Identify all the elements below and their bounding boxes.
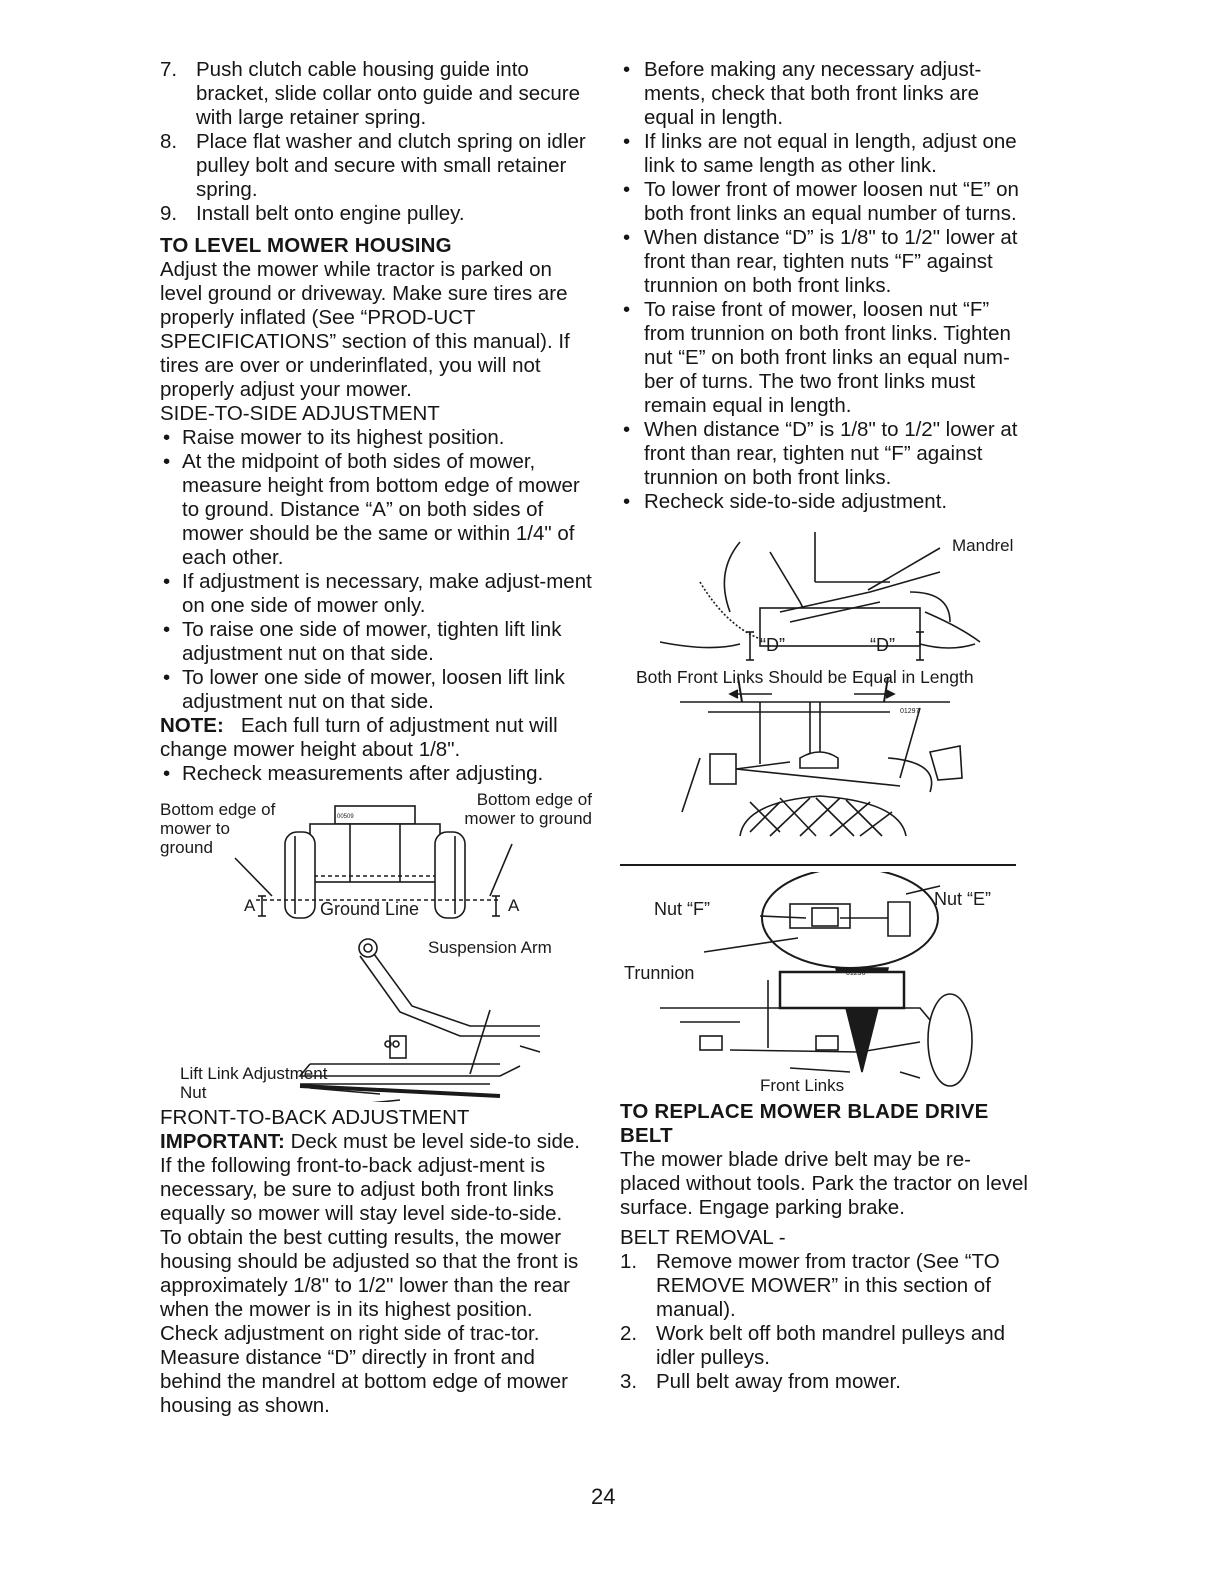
mandrel-diagram [620,532,1030,864]
mandrel-label: Mandrel [952,536,1014,555]
note-label: NOTE: [160,714,224,737]
list-item: 7. Push clutch cable housing guide into bracket, slide collar onto guide and secure with large retainer spring. [160,58,581,129]
front-links-label: Front Links [760,1076,845,1095]
list-item: 8. Place flat washer and clutch spring on idler pulley bolt and secure with small retainer spring. [160,130,586,201]
list-item: • Recheck side-to-side adjustment. [620,490,1030,514]
list-item: 1. Remove mower from tractor (See “TO REMOVE MOWER” in this section of manual). [620,1250,1000,1321]
fig1-right-label: Bottom edge of mower to ground [464,790,592,828]
fig4-part-number: 01296 [846,970,866,977]
mandrel-figure [620,532,1030,864]
suspension-arm-figure [160,926,592,1102]
check-adjustment-text: Check adjustment on right side of trac-tor. Measure distance “D” directly in front and behind the mandrel at bottom edge of mower housing as shown. [160,1322,568,1417]
list-item: • Before making any necessary adjust-ments, check that both front links are equal in length. [620,58,1030,130]
page-number: 24 [591,1484,616,1509]
list-item: • To raise front of mower, loosen nut “F” from trunnion on both front links. Tighten nut “E” on both front links an equal num-ber of turns. The two front links must remain equal in length. [620,298,1030,418]
replace-belt-heading: TO REPLACE MOWER BLADE DRIVE BELT [620,1100,989,1147]
list-item: 3. Pull belt away from mower. [620,1370,901,1393]
front-link-steps [620,58,1030,514]
front-links-caption: Both Front Links Should be Equal in Length [636,667,974,687]
left-column [160,58,592,1418]
best-results-text: To obtain the best cutting results, the mower housing should be adjusted so that the front is approximately 1/8" to 1/2" lower than the rear when the mower is in its highest position. [160,1226,579,1321]
list-item: • At the midpoint of both sides of mower, measure height from bottom edge of mower to ground. Distance “A” on both sides of mower should be the same or within 1/4" of each other. [160,450,592,570]
list-item: 9. Install belt onto engine pulley. [160,202,465,225]
front-to-back-heading: FRONT-TO-BACK ADJUSTMENT [160,1106,470,1129]
nut-e-label: Nut “E” [934,889,992,909]
ground-line-label: Ground Line [320,899,420,919]
distance-a-left: A [244,896,256,915]
nut-f-label: Nut “F” [654,899,710,919]
recheck-list [160,762,592,786]
side-to-side-heading: SIDE-TO-SIDE ADJUSTMENT [160,402,440,425]
distance-d-right: “D” [870,635,895,655]
list-item: • When distance “D” is 1/8" to 1/2" lower at front than rear, tighten nut “F” against trunnion on both front links. [620,418,1030,490]
level-intro: Adjust the mower while tractor is parked on level ground or driveway. Make sure tires are properly inflated (See “PROD-UCT SPECIFICATIONS” section of this manual). If tires are over or underinflated, you will not properly adjust your mower. [160,258,570,401]
list-item: • If links are not equal in length, adjust one link to same length as other link. [620,130,1030,178]
list-item: • To lower front of mower loosen nut “E” on both front links an equal number of turns. [620,178,1030,226]
ground-line-figure [160,790,592,922]
side-to-side-steps [160,426,592,714]
figure-divider [620,864,1016,866]
note: NOTE: Each full turn of adjustment nut will change mower height about 1/8". [160,714,558,761]
distance-a-right: A [508,896,520,915]
install-steps [160,58,592,226]
belt-removal-steps [620,1250,1030,1394]
distance-d-left: “D” [760,635,785,655]
important-note: IMPORTANT: Deck must be level side-to side. If the following front-to-back adjust-ment is necessary, be sure to adjust both front links equally so mower will stay level side-to-side. [160,1130,580,1225]
important-label: IMPORTANT: [160,1130,285,1153]
list-item: • To lower one side of mower, loosen lift link adjustment nut on that side. [160,666,592,714]
fig3-part-number: 01297 [900,708,920,715]
list-item: • To raise one side of mower, tighten lift link adjustment nut on that side. [160,618,592,666]
list-item: • When distance “D” is 1/8" to 1/2" lower at front than rear, tighten nuts “F” against trunnion on both front links. [620,226,1030,298]
front-links-figure [620,872,1030,1094]
right-column [620,58,1030,1394]
list-item: • Recheck measurements after adjusting. [160,762,592,786]
belt-removal-heading: BELT REMOVAL - [620,1226,786,1249]
trunnion-label: Trunnion [624,963,695,983]
fig1-left-label: Bottom edge of mower to ground [160,800,276,857]
suspension-arm-label: Suspension Arm [428,938,552,957]
level-mower-heading: TO LEVEL MOWER HOUSING [160,234,452,257]
lift-link-label: Lift Link Adjustment Nut [180,1064,328,1102]
list-item: • If adjustment is necessary, make adjust-ment on one side of mower only. [160,570,592,618]
list-item: 2. Work belt off both mandrel pulleys and idler pulleys. [620,1322,1006,1369]
fig1-part-number: 00509 [337,814,354,820]
list-item: • Raise mower to its highest position. [160,426,592,450]
replace-belt-text: The mower blade drive belt may be re-placed without tools. Park the tractor on level surface. Engage parking brake. [620,1148,1028,1219]
